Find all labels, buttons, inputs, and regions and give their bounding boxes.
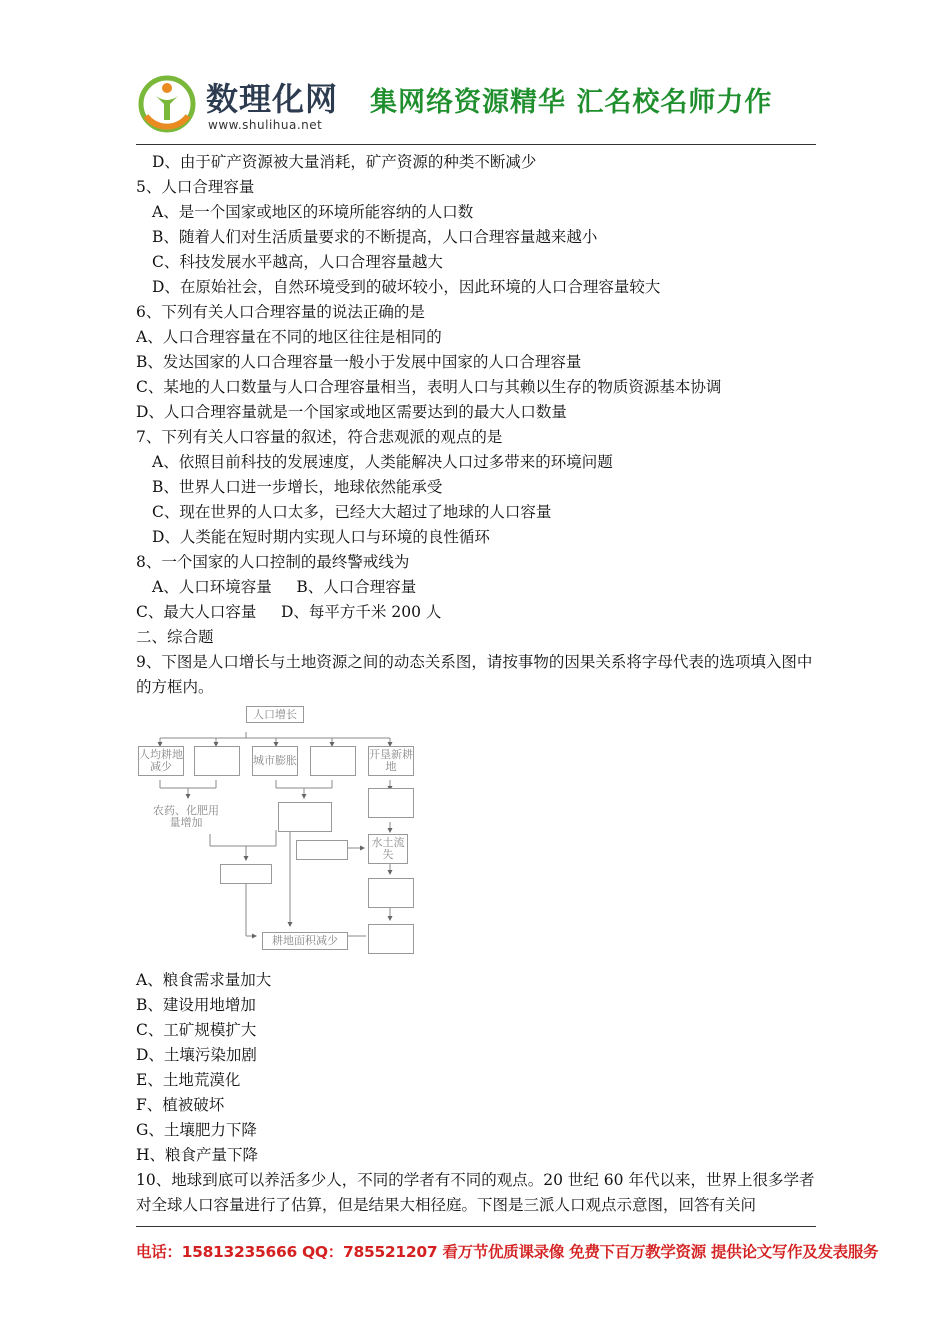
logo-text: 数理化网 bbox=[206, 80, 339, 118]
q9-choice-a: A、粮食需求量加大 bbox=[136, 971, 272, 989]
q5-option-d: D、在原始社会，自然环境受到的破坏较小，因此环境的人口合理容量较大 bbox=[152, 278, 661, 296]
q8-options-ab: A、人口环境容量 B、人口合理容量 bbox=[152, 578, 417, 596]
q9-choice-b: B、建设用地增加 bbox=[136, 996, 256, 1014]
footer-contact: 电话：15813235666 QQ：785521207 看万节优质课录像 免费下百万教学资源 提供论文写作及发表服务 bbox=[136, 1243, 879, 1261]
page-header bbox=[136, 66, 816, 144]
box-blank-4[interactable] bbox=[368, 788, 414, 818]
q9-choice-d: D、土壤污染加剧 bbox=[136, 1046, 257, 1064]
q7-option-c: C、现在世界的人口太多，已经大大超过了地球的人口容量 bbox=[152, 503, 552, 521]
q5-option-a: A、是一个国家或地区的环境所能容纳的人口数 bbox=[152, 203, 474, 221]
q9-choice-g: G、土壤肥力下降 bbox=[136, 1121, 257, 1139]
q5-option-c: C、科技发展水平越高，人口合理容量越大 bbox=[152, 253, 443, 271]
q6-option-a: A、人口合理容量在不同的地区往往是相同的 bbox=[136, 328, 442, 346]
q7-option-a: A、依照目前科技的发展速度，人类能解决人口过多带来的环境问题 bbox=[152, 453, 613, 471]
header-slogan: 集网络资源精华 汇名校名师力作 bbox=[370, 87, 773, 118]
q7-option-b: B、世界人口进一步增长，地球依然能承受 bbox=[152, 478, 443, 496]
box-reclaim-land: 开垦新耕地 bbox=[368, 746, 414, 776]
q6-option-d: D、人口合理容量就是一个国家或地区需要达到的最大人口数量 bbox=[136, 403, 567, 421]
q4-option-d: D、由于矿产资源被大量消耗，矿产资源的种类不断减少 bbox=[152, 153, 537, 171]
q8-options-cd: C、最大人口容量 D、每平方千米 200 人 bbox=[136, 603, 442, 621]
q9-choice-c: C、工矿规模扩大 bbox=[136, 1021, 257, 1039]
q5-option-b: B、随着人们对生活质量要求的不断提高，人口合理容量越来越小 bbox=[152, 228, 598, 246]
diagram-connectors bbox=[136, 702, 436, 962]
box-blank-6[interactable] bbox=[220, 864, 272, 884]
flow-diagram bbox=[136, 702, 436, 962]
q9-choice-e: E、土地荒漠化 bbox=[136, 1071, 241, 1089]
q7-stem: 7、下列有关人口容量的叙述，符合悲观派的观点的是 bbox=[136, 428, 503, 446]
q8-stem: 8、一个国家的人口控制的最终警戒线为 bbox=[136, 553, 410, 571]
box-blank-1[interactable] bbox=[194, 746, 240, 776]
box-pesticide-use: 农药、化肥用量增加 bbox=[148, 802, 224, 832]
box-per-capita-farmland: 人均耕地减少 bbox=[138, 746, 184, 776]
box-blank-3[interactable] bbox=[278, 802, 332, 832]
q6-option-b: B、发达国家的人口合理容量一般小于发展中国家的人口合理容量 bbox=[136, 353, 582, 371]
box-soil-erosion: 水土流失 bbox=[368, 834, 408, 864]
q5-stem: 5、人口合理容量 bbox=[136, 178, 255, 196]
box-population-growth: 人口增长 bbox=[246, 706, 304, 723]
q6-stem: 6、下列有关人口合理容量的说法正确的是 bbox=[136, 303, 425, 321]
q9-choice-f: F、植被破坏 bbox=[136, 1096, 225, 1114]
box-blank-5[interactable] bbox=[296, 840, 348, 860]
box-blank-8[interactable] bbox=[368, 924, 414, 954]
footer-divider bbox=[136, 1226, 816, 1227]
document-body bbox=[136, 150, 818, 1218]
box-farmland-decrease: 耕地面积减少 bbox=[262, 932, 348, 950]
logo-url[interactable]: www.shulihua.net bbox=[208, 118, 323, 132]
box-blank-7[interactable] bbox=[368, 878, 414, 908]
logo-icon bbox=[136, 70, 198, 134]
q10-stem: 10、地球到底可以养活多少人，不同的学者有不同的观点。20 世纪 60 年代以来，世界上很多学者对全球人口容量进行了估算，但是结果大相径庭。下图是三派人口观点示意图，回答有关问 bbox=[136, 1171, 815, 1214]
q9-stem: 9、下图是人口增长与土地资源之间的动态关系图，请按事物的因果关系将字母代表的选项填入图中的方框内。 bbox=[136, 653, 813, 696]
section-heading: 二、综合题 bbox=[136, 628, 214, 646]
q9-choice-h: H、粮食产量下降 bbox=[136, 1146, 259, 1164]
q6-option-c: C、某地的人口数量与人口合理容量相当，表明人口与其赖以生存的物质资源基本协调 bbox=[136, 378, 722, 396]
box-blank-2[interactable] bbox=[310, 746, 356, 776]
box-city-expansion: 城市膨胀 bbox=[252, 746, 298, 776]
q7-option-d: D、人类能在短时期内实现人口与环境的良性循环 bbox=[152, 528, 490, 546]
header-divider bbox=[136, 144, 816, 145]
